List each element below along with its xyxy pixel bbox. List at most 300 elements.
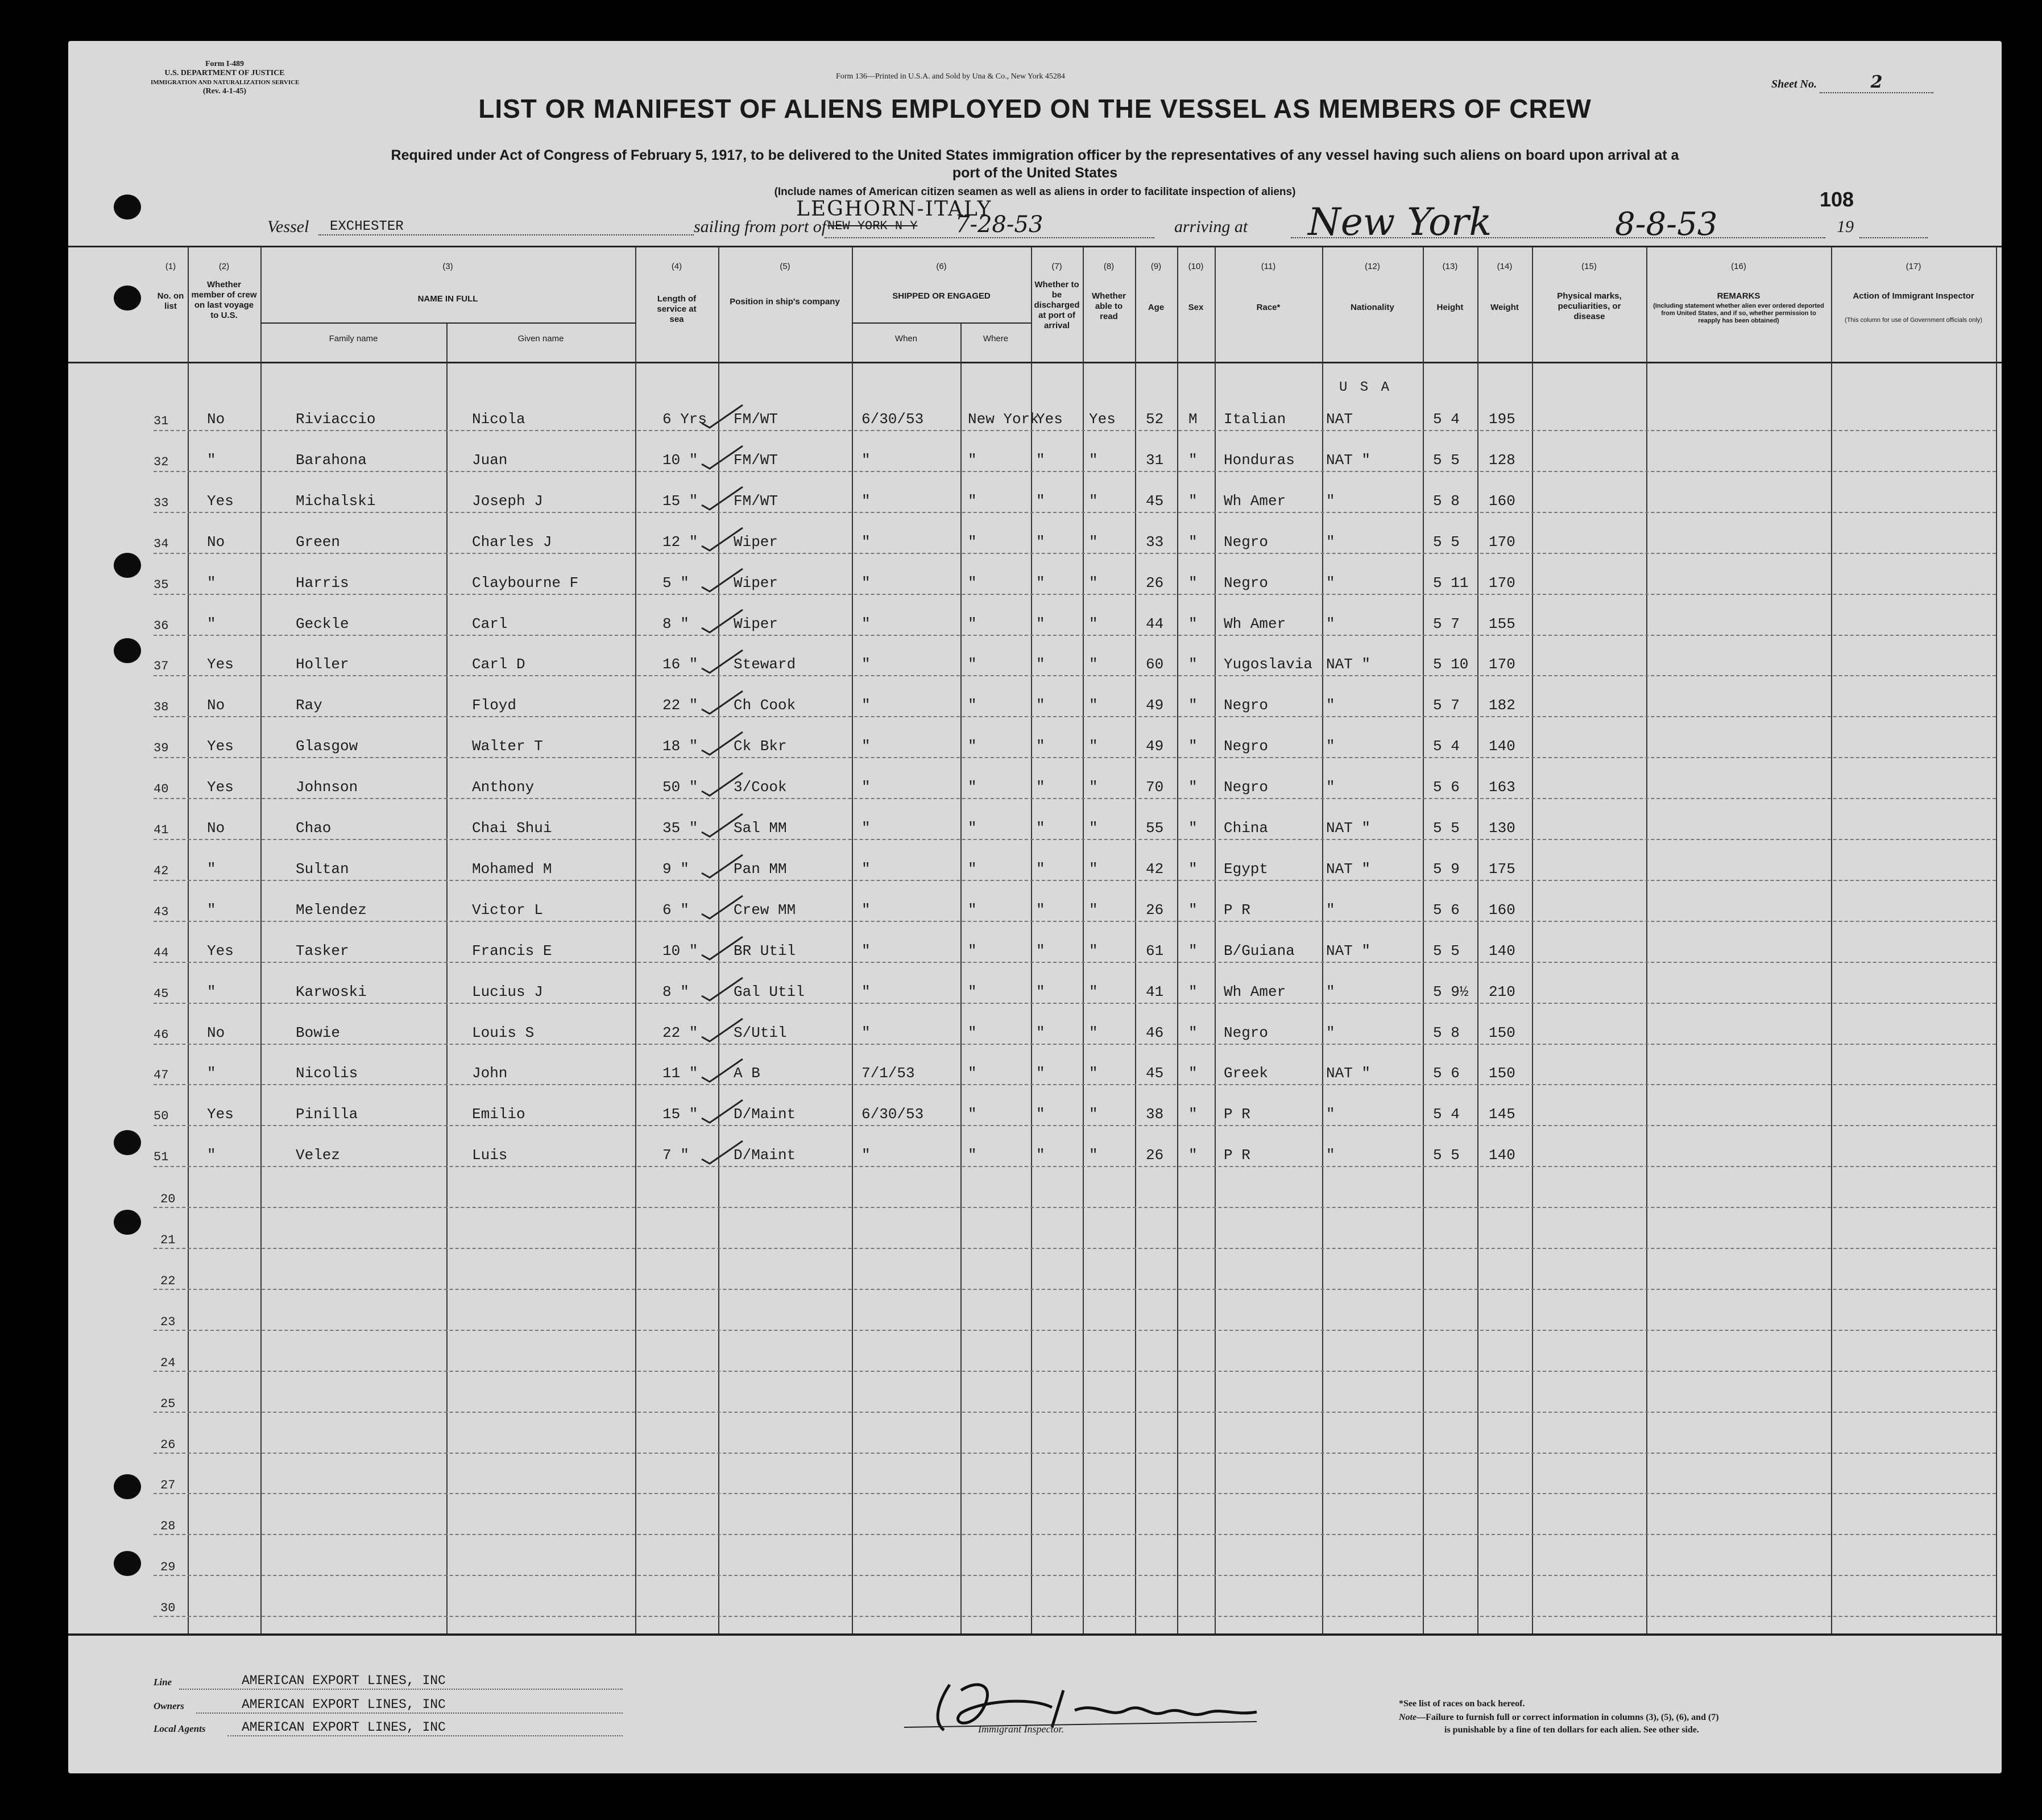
cell-race: Wh Amer: [1224, 983, 1286, 1000]
cell-family-name: Tasker: [296, 942, 349, 959]
cell-service-length: 35 ": [662, 820, 698, 837]
cell-age: 38: [1146, 1106, 1164, 1123]
cell-service-length: 7 ": [662, 1147, 689, 1164]
row-rule: [154, 1289, 1996, 1290]
col-head-inspector-action: Action of Immigrant Inspector: [1853, 291, 1974, 301]
cell-position: FM/WT: [734, 451, 778, 469]
printer-note: Form 136—Printed in U.S.A. and Sold by Una & Co., New York 45284: [836, 72, 1065, 81]
row-rule: [154, 880, 1996, 881]
cell-discharged: ": [1036, 1024, 1045, 1041]
row-number: 47: [154, 1068, 169, 1083]
cell-position: A B: [734, 1065, 760, 1082]
department-name: U.S. DEPARTMENT OF JUSTICE: [164, 69, 285, 77]
cell-sex: ": [1188, 779, 1198, 796]
row-number-empty: 27: [160, 1478, 176, 1493]
col-num-15: (15): [1581, 262, 1597, 271]
cell-height: 5 6: [1433, 901, 1460, 919]
service-name: IMMIGRATION AND NATURALIZATION SERVICE: [151, 79, 300, 86]
cell-age: 60: [1146, 656, 1164, 673]
row-rule: [154, 1084, 1996, 1085]
cell-race: Honduras: [1224, 451, 1295, 469]
cell-family-name: Riviaccio: [296, 411, 376, 428]
cell-sex: ": [1188, 860, 1198, 878]
cell-height: 5 6: [1433, 1065, 1460, 1082]
cell-age: 55: [1146, 820, 1164, 837]
cell-last-voyage: ": [207, 574, 216, 592]
cell-nationality: ": [1326, 574, 1335, 592]
col-head-remarks-sub: (Including statement whether alien ever ordered deported from United States, and if so, whether permission to reapply has been obtained): [1653, 303, 1824, 324]
cell-service-length: 16 ": [662, 656, 698, 673]
form-revision: (Rev. 4-1-45): [202, 87, 247, 96]
check-tick-icon: [699, 402, 745, 430]
cell-sex: M: [1188, 411, 1198, 428]
cell-weight: 150: [1489, 1024, 1515, 1041]
col-num-16: (16): [1731, 262, 1746, 271]
cell-shipped-when: ": [861, 1147, 871, 1164]
cell-race: Egypt: [1224, 860, 1269, 878]
row-rule: [154, 1207, 1996, 1208]
punch-hole: [114, 1210, 141, 1235]
cell-sex: ": [1188, 451, 1198, 469]
cell-service-length: 22 ": [662, 1024, 698, 1041]
arriving-date: 8-8-53: [1615, 206, 1718, 243]
cell-shipped-when: ": [861, 574, 871, 592]
cell-last-voyage: No: [207, 697, 225, 714]
cell-family-name: Harris: [296, 574, 349, 592]
row-rule: [154, 635, 1996, 636]
cell-nationality: ": [1326, 492, 1335, 510]
cell-discharged: ": [1036, 983, 1045, 1000]
row-rule: [154, 921, 1996, 922]
line-label: Line: [154, 1677, 172, 1687]
cell-age: 49: [1146, 697, 1164, 714]
cell-nationality: ": [1326, 697, 1335, 714]
cell-sex: ": [1188, 492, 1198, 510]
row-rule: [154, 1453, 1996, 1454]
cell-given-name: Juan: [472, 451, 508, 469]
row-number: 34: [154, 536, 169, 551]
cell-service-length: 9 ": [662, 860, 689, 878]
cell-weight: 145: [1489, 1106, 1515, 1123]
row-number: 43: [154, 904, 169, 919]
cell-race: Negro: [1224, 738, 1269, 755]
cell-race: Italian: [1224, 411, 1286, 428]
cell-race: Wh Amer: [1224, 492, 1286, 510]
cell-discharged: ": [1036, 1065, 1045, 1082]
col-head-family-name: Family name: [329, 334, 378, 344]
cell-nationality: ": [1326, 533, 1335, 551]
cell-given-name: Carl D: [472, 656, 525, 673]
row-number: 42: [154, 863, 169, 878]
col-head-given-name: Given name: [517, 334, 564, 344]
cell-weight: 128: [1489, 451, 1515, 469]
requirement-line-1: Required under Act of Congress of February 5, 1917, to be delivered to the United States immigration officer by the representatives of any vessel having such aliens on board upon arrival at a: [391, 147, 1679, 163]
cell-height: 5 6: [1433, 779, 1460, 796]
check-tick-icon: [699, 442, 745, 471]
cell-shipped-when: ": [861, 983, 871, 1000]
cell-last-voyage: No: [207, 820, 225, 837]
cell-discharged: ": [1036, 779, 1045, 796]
cell-height: 5 7: [1433, 615, 1460, 632]
col-head-shipped: SHIPPED OR ENGAGED: [892, 291, 991, 301]
cell-position: Pan MM: [734, 860, 787, 878]
row-rule: [154, 839, 1996, 840]
cell-height: 5 10: [1433, 656, 1469, 673]
row-rule: [154, 798, 1996, 799]
col-head-where: Where: [983, 334, 1009, 344]
cell-sex: ": [1188, 942, 1198, 959]
cell-age: 49: [1146, 738, 1164, 755]
cell-height: 5 7: [1433, 697, 1460, 714]
cell-sex: ": [1188, 656, 1198, 673]
row-rule: [154, 1003, 1996, 1004]
cell-family-name: Green: [296, 533, 341, 551]
cell-shipped-where: ": [968, 533, 977, 551]
cell-weight: 182: [1489, 697, 1515, 714]
check-tick-icon: [699, 647, 745, 675]
requirement-line-2: port of the United States: [952, 165, 1118, 181]
cell-sex: ": [1188, 738, 1198, 755]
cell-discharged: ": [1036, 1106, 1045, 1123]
row-number: 40: [154, 782, 169, 797]
row-rule: [154, 675, 1996, 676]
row-rule: [154, 1248, 1996, 1249]
cell-race: P R: [1224, 901, 1250, 919]
col-head-remarks: REMARKS: [1717, 291, 1761, 301]
row-number-empty: 28: [160, 1519, 176, 1534]
row-rule: [154, 1125, 1996, 1126]
cell-last-voyage: ": [207, 860, 216, 878]
col-num-17: (17): [1906, 262, 1921, 271]
cell-height: 5 9½: [1433, 983, 1469, 1000]
cell-nationality: ": [1326, 901, 1335, 919]
cell-weight: 155: [1489, 615, 1515, 632]
cell-given-name: Victor L: [472, 901, 543, 919]
cell-given-name: Floyd: [472, 697, 517, 714]
cell-nationality: NAT: [1326, 411, 1353, 428]
cell-sex: ": [1188, 615, 1198, 632]
cell-shipped-where: ": [968, 492, 977, 510]
year-label: 19: [1837, 217, 1854, 236]
cell-family-name: Melendez: [296, 901, 367, 919]
cell-age: 45: [1146, 1065, 1164, 1082]
cell-service-length: 8 ": [662, 983, 689, 1000]
cell-sex: ": [1188, 697, 1198, 714]
cell-height: 5 5: [1433, 451, 1460, 469]
manifest-sheet: [68, 41, 2002, 1773]
cell-position: D/Maint: [734, 1106, 796, 1123]
cell-nationality: NAT ": [1326, 820, 1371, 837]
check-tick-icon: [699, 810, 745, 839]
cell-discharged: ": [1036, 574, 1045, 592]
cell-given-name: Louis S: [472, 1024, 535, 1041]
cell-shipped-where: ": [968, 942, 977, 959]
cell-position: FM/WT: [734, 492, 778, 510]
cell-weight: 160: [1489, 901, 1515, 919]
row-rule: [154, 553, 1996, 554]
cell-service-length: 8 ": [662, 615, 689, 632]
cell-discharged: ": [1036, 533, 1045, 551]
sailing-label: sailing from port of: [694, 217, 827, 236]
check-tick-icon: [699, 892, 745, 921]
col-num-9: (9): [1150, 262, 1162, 271]
cell-given-name: Carl: [472, 615, 508, 632]
cell-position: D/Maint: [734, 1147, 796, 1164]
cell-discharged: ": [1036, 615, 1045, 632]
cell-service-length: 6 ": [662, 901, 689, 919]
cell-shipped-when: ": [861, 901, 871, 919]
cell-height: 5 8: [1433, 492, 1460, 510]
note-label: Note: [1399, 1713, 1417, 1722]
cell-service-length: 10 ": [662, 451, 698, 469]
cell-family-name: Geckle: [296, 615, 349, 632]
cell-service-length: 50 ": [662, 779, 698, 796]
cell-service-length: 22 ": [662, 697, 698, 714]
cell-race: P R: [1224, 1106, 1250, 1123]
cell-shipped-when: ": [861, 779, 871, 796]
sailing-port-typed: NEW YORK N Y: [827, 219, 918, 233]
row-rule: [154, 1371, 1996, 1372]
cell-shipped-where: New York: [968, 411, 1039, 428]
cell-race: Negro: [1224, 574, 1269, 592]
cell-race: Negro: [1224, 533, 1269, 551]
cell-family-name: Johnson: [296, 779, 358, 796]
row-number: 44: [154, 945, 169, 960]
note-text-1: —Failure to furnish full or correct information in columns (3), (5), (6), and (7): [1416, 1713, 1719, 1722]
cell-age: 70: [1146, 779, 1164, 796]
cell-nationality: ": [1326, 615, 1335, 632]
cell-shipped-where: ": [968, 779, 977, 796]
cell-service-length: 18 ": [662, 738, 698, 755]
row-number: 38: [154, 700, 169, 715]
cell-shipped-when: ": [861, 533, 871, 551]
cell-family-name: Pinilla: [296, 1106, 358, 1123]
cell-family-name: Sultan: [296, 860, 349, 878]
col-head-nationality: Nationality: [1351, 303, 1394, 312]
cell-race: China: [1224, 820, 1269, 837]
cell-given-name: Lucius J: [472, 983, 543, 1000]
cell-discharged: ": [1036, 820, 1045, 837]
cell-service-length: 15 ": [662, 1106, 698, 1123]
cell-shipped-where: ": [968, 656, 977, 673]
cell-able-to-read: ": [1089, 533, 1098, 551]
cell-able-to-read: ": [1089, 983, 1098, 1000]
cell-race: Negro: [1224, 779, 1269, 796]
row-number-empty: 24: [160, 1355, 176, 1370]
row-rule: [154, 1330, 1996, 1331]
sheet-number: 2: [1820, 72, 1933, 93]
arriving-port: New York: [1308, 200, 1492, 244]
cell-given-name: Nicola: [472, 411, 525, 428]
cell-discharged: ": [1036, 942, 1045, 959]
cell-age: 26: [1146, 1147, 1164, 1164]
inspector-signature: [881, 1668, 1279, 1742]
cell-age: 44: [1146, 615, 1164, 632]
cell-able-to-read: ": [1089, 1147, 1098, 1164]
cell-given-name: Charles J: [472, 533, 552, 551]
cell-family-name: Glasgow: [296, 738, 358, 755]
sailing-date: 7-28-53: [955, 212, 1043, 238]
races-note: *See list of races on back hereof.: [1399, 1699, 1525, 1709]
cell-shipped-where: ": [968, 901, 977, 919]
cell-shipped-where: ": [968, 697, 977, 714]
cell-service-length: 11 ": [662, 1065, 698, 1082]
cell-shipped-where: ": [968, 615, 977, 632]
row-rule: [154, 1044, 1996, 1045]
row-number-empty: 23: [160, 1314, 176, 1329]
cell-last-voyage: Yes: [207, 942, 234, 959]
cell-last-voyage: No: [207, 411, 225, 428]
cell-nationality: ": [1326, 983, 1335, 1000]
cell-given-name: Claybourne F: [472, 574, 579, 592]
cell-shipped-where: ": [968, 574, 977, 592]
row-number: 35: [154, 577, 169, 592]
cell-nationality: ": [1326, 1106, 1335, 1123]
col-head-weight: Weight: [1490, 303, 1519, 312]
cell-position: 3/Cook: [734, 779, 787, 796]
row-rule: [154, 1575, 1996, 1576]
cell-position: BR Util: [734, 942, 796, 959]
cell-height: 5 9: [1433, 860, 1460, 878]
cell-last-voyage: ": [207, 451, 216, 469]
row-number-empty: 22: [160, 1273, 176, 1288]
cell-shipped-when: ": [861, 656, 871, 673]
col-head-when: When: [894, 334, 918, 344]
row-rule: [154, 962, 1996, 963]
agents-label: Local Agents: [154, 1723, 206, 1734]
row-number-empty: 21: [160, 1233, 176, 1247]
col-head-race: Race*: [1256, 303, 1281, 312]
cell-age: 52: [1146, 411, 1164, 428]
cell-age: 26: [1146, 901, 1164, 919]
check-tick-icon: [699, 770, 745, 798]
cell-discharged: ": [1036, 738, 1045, 755]
cell-given-name: Luis: [472, 1147, 508, 1164]
cell-family-name: Nicolis: [296, 1065, 358, 1082]
cell-discharged: Yes: [1036, 411, 1063, 428]
cell-height: 5 8: [1433, 1024, 1460, 1041]
arriving-label: arriving at: [1174, 217, 1248, 236]
cell-shipped-when: 7/1/53: [861, 1065, 915, 1082]
cell-able-to-read: ": [1089, 656, 1098, 673]
cell-shipped-when: ": [861, 615, 871, 632]
cell-position: Steward: [734, 656, 796, 673]
cell-discharged: ": [1036, 697, 1045, 714]
col-num-1: (1): [165, 262, 176, 271]
cell-able-to-read: ": [1089, 1024, 1098, 1041]
cell-race: B/Guiana: [1224, 942, 1295, 959]
col-head-no-on-list: No. on list: [157, 291, 184, 311]
agents-value: AMERICAN EXPORT LINES, INC: [242, 1720, 446, 1735]
cell-age: 45: [1146, 492, 1164, 510]
cell-able-to-read: ": [1089, 697, 1098, 714]
owners-value: AMERICAN EXPORT LINES, INC: [242, 1697, 446, 1712]
cell-able-to-read: ": [1089, 738, 1098, 755]
check-tick-icon: [699, 524, 745, 553]
row-number: 37: [154, 659, 169, 674]
check-tick-icon: [699, 1138, 745, 1166]
cell-sex: ": [1188, 1147, 1198, 1164]
cell-last-voyage: ": [207, 983, 216, 1000]
col-head-age: Age: [1148, 303, 1165, 312]
col-num-12: (12): [1365, 262, 1380, 271]
col-num-2: (2): [218, 262, 230, 271]
col-num-10: (10): [1188, 262, 1204, 271]
cell-sex: ": [1188, 533, 1198, 551]
cell-discharged: ": [1036, 901, 1045, 919]
cell-race: Wh Amer: [1224, 615, 1286, 632]
row-number-empty: 29: [160, 1560, 176, 1575]
cell-position: S/Util: [734, 1024, 787, 1041]
cell-given-name: Emilio: [472, 1106, 525, 1123]
col-head-height: Height: [1436, 303, 1464, 312]
cell-able-to-read: ": [1089, 1106, 1098, 1123]
check-tick-icon: [699, 851, 745, 880]
col-num-5: (5): [780, 262, 790, 271]
cell-last-voyage: Yes: [207, 656, 234, 673]
row-rule: [154, 1166, 1996, 1167]
cell-position: FM/WT: [734, 411, 778, 428]
cell-age: 41: [1146, 983, 1164, 1000]
cell-height: 5 5: [1433, 820, 1460, 837]
cell-weight: 140: [1489, 942, 1515, 959]
col-head-position: Position in ship's company: [730, 297, 840, 307]
check-tick-icon: [699, 974, 745, 1003]
cell-sex: ": [1188, 1106, 1198, 1123]
row-number: 46: [154, 1027, 169, 1042]
cell-nationality: ": [1326, 1024, 1335, 1041]
cell-race: Negro: [1224, 697, 1269, 714]
row-number-empty: 25: [160, 1396, 176, 1411]
cell-position: Sal MM: [734, 820, 787, 837]
cell-able-to-read: Yes: [1089, 411, 1116, 428]
row-number: 31: [154, 414, 169, 428]
cell-able-to-read: ": [1089, 492, 1098, 510]
cell-height: 5 11: [1433, 574, 1469, 592]
col-head-last-voyage: Whether member of crew on last voyage to U.S.: [191, 280, 257, 320]
cell-height: 5 5: [1433, 533, 1460, 551]
cell-age: 61: [1146, 942, 1164, 959]
owners-label: Owners: [154, 1701, 184, 1711]
cell-age: 31: [1146, 451, 1164, 469]
cell-shipped-where: ": [968, 1147, 977, 1164]
cell-given-name: Anthony: [472, 779, 535, 796]
check-tick-icon: [699, 729, 745, 757]
cell-given-name: Mohamed M: [472, 860, 552, 878]
cell-weight: 175: [1489, 860, 1515, 878]
cell-sex: ": [1188, 574, 1198, 592]
col-head-discharged: Whether to be discharged at port of arrival: [1034, 280, 1080, 330]
cell-service-length: 15 ": [662, 492, 698, 510]
cell-weight: 163: [1489, 779, 1515, 796]
cell-shipped-when: ": [861, 738, 871, 755]
vessel-label: Vessel: [267, 217, 309, 236]
cell-position: Wiper: [734, 615, 778, 632]
cell-family-name: Velez: [296, 1147, 341, 1164]
cell-age: 26: [1146, 574, 1164, 592]
cell-discharged: ": [1036, 656, 1045, 673]
col-head-inspector-sub: (This column for use of Government officials only): [1845, 317, 1982, 324]
col-num-8: (8): [1103, 262, 1115, 271]
col-head-length-service: Length of service at sea: [657, 294, 697, 324]
col-head-sex: Sex: [1188, 303, 1204, 312]
cell-able-to-read: ": [1089, 901, 1098, 919]
cell-shipped-where: ": [968, 1065, 977, 1082]
cell-family-name: Chao: [296, 820, 332, 837]
cell-height: 5 4: [1433, 411, 1460, 428]
col-head-able-to-read: Whether able to read: [1092, 291, 1126, 321]
cell-weight: 140: [1489, 738, 1515, 755]
